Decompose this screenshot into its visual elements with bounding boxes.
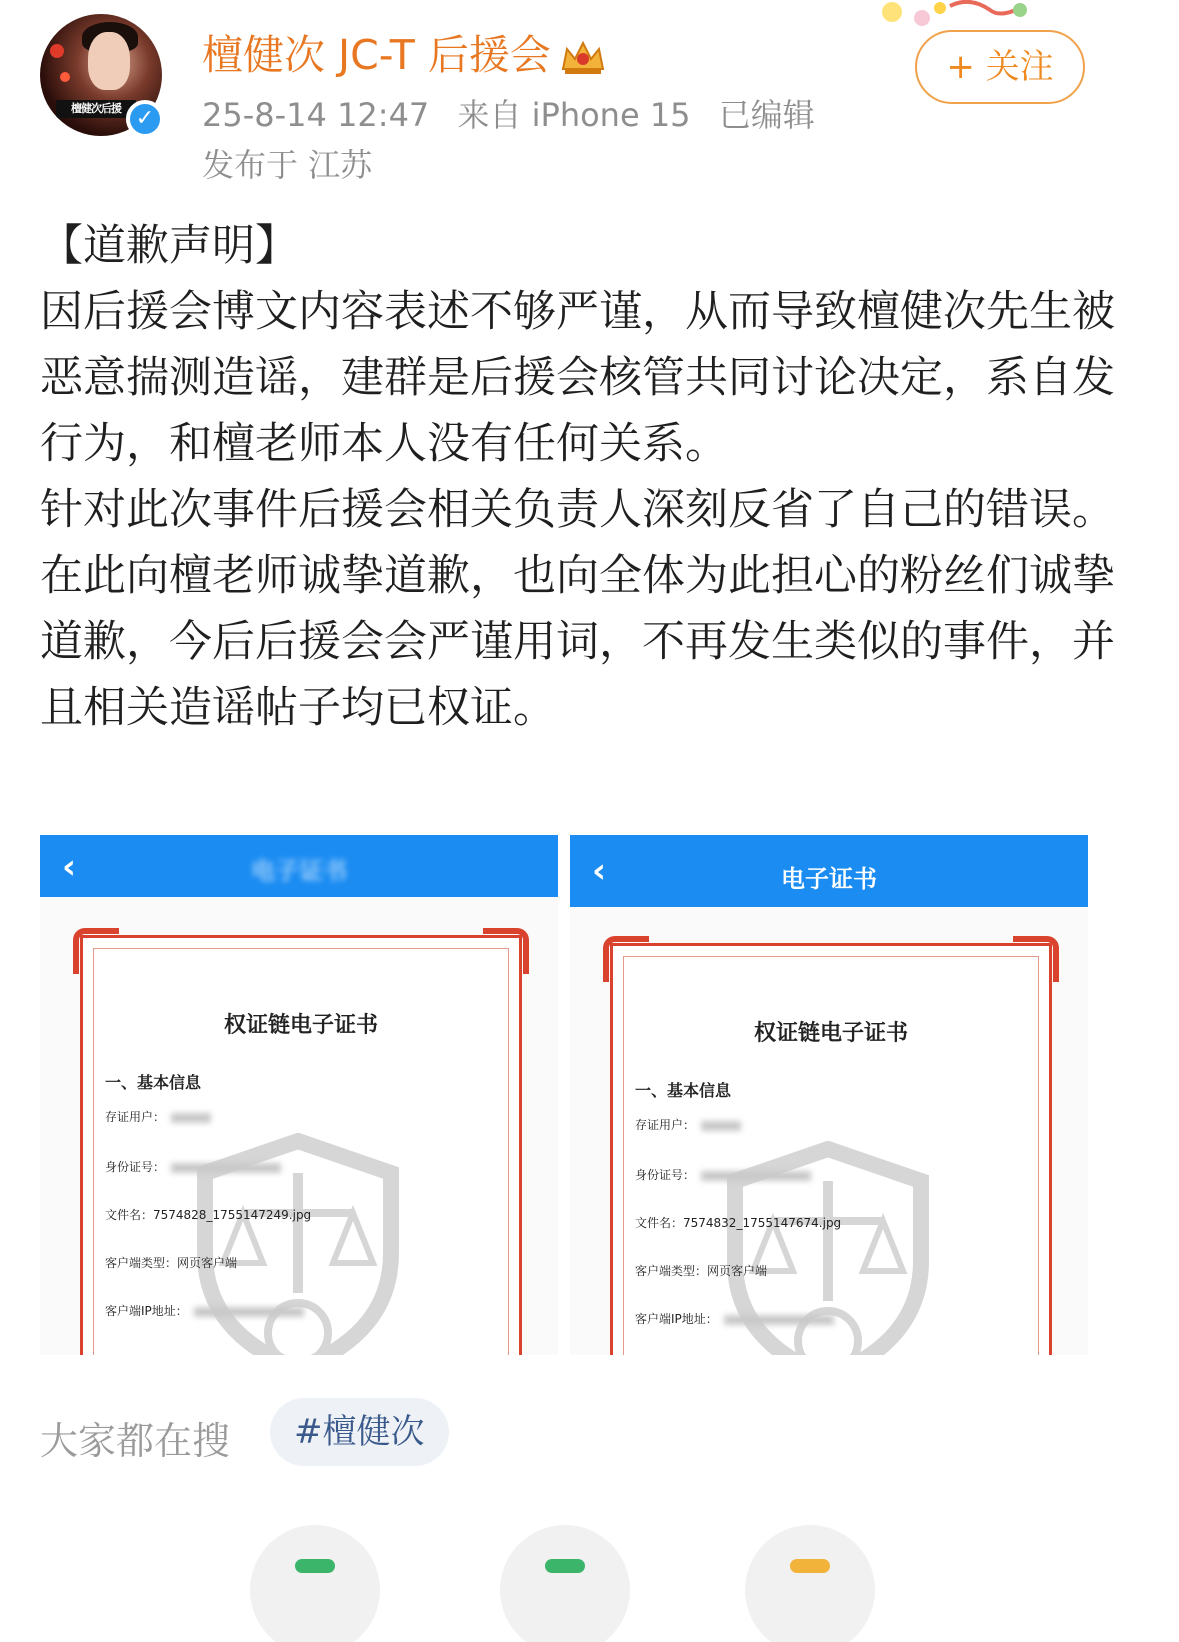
lantern-decoration (50, 44, 64, 58)
cert-row-filename: 文件名：7574828_1755147249.jpg (105, 1208, 312, 1222)
ornament-corner-icon (1013, 936, 1059, 982)
edited-flag: 已编辑 (718, 96, 815, 134)
trending-tag[interactable]: #檀健次 (270, 1398, 449, 1466)
redacted-value (171, 1113, 211, 1123)
cert-row-user (105, 1108, 211, 1125)
cert-row-client-type: 客户端类型：网页客户端 (105, 1256, 238, 1270)
share-button[interactable] (250, 1525, 380, 1642)
app-top-bar (570, 835, 1088, 907)
post-image-right[interactable] (570, 835, 1088, 1355)
certificate-title: 权证链电子证书 (223, 1013, 378, 1038)
post-paragraph: 因后援会博文内容表述不够严谨，从而导致檀健次先生被恶意揣测造谣，建群是后援会核管共同讨论决定，系自发行为，和檀老师本人没有任何关系。 (40, 287, 1115, 469)
post-meta (202, 90, 815, 136)
comment-button[interactable] (500, 1525, 630, 1642)
post-image-left[interactable] (40, 835, 558, 1355)
username-text[interactable]: 檀健次 JC-T 后援会 (202, 31, 551, 79)
certificate-section: 一、基本信息 (105, 1073, 202, 1092)
trending-search-label: 大家都在搜 (40, 1419, 231, 1463)
cert-row-label: 客户端IP地址： (105, 1304, 188, 1318)
avatar-caption: 檀健次后援 (56, 100, 136, 118)
post-paragraph: 针对此次事件后援会相关负责人深刻反省了自己的错误。 (40, 485, 1115, 535)
back-chevron-icon: ‹ (592, 851, 607, 891)
redacted-value (724, 1315, 834, 1325)
cert-row-label: 客户端IP地址： (635, 1312, 718, 1326)
cert-row-label: 身份证号： (635, 1168, 696, 1182)
cert-row-id (105, 1158, 281, 1175)
cert-row-label: 身份证号： (105, 1160, 166, 1174)
top-bar-title: 电子证书 (251, 857, 347, 885)
comment-icon (545, 1559, 585, 1573)
cert-row-user (635, 1116, 741, 1133)
avatar-face (88, 32, 130, 90)
cert-row-filename: 文件名：7574832_1755147674.jpg (635, 1216, 842, 1230)
follow-button[interactable]: + 关注 (915, 30, 1085, 104)
cert-row-client-type: 客户端类型：网页客户端 (635, 1264, 768, 1278)
cert-row-ip (635, 1310, 834, 1327)
post-title: 【道歉声明】 (40, 221, 298, 271)
certificate-section: 一、基本信息 (635, 1081, 732, 1100)
cert-row-label: 存证用户： (105, 1110, 166, 1124)
redacted-value (171, 1163, 281, 1173)
crown-badge-icon (559, 39, 607, 77)
certificate (610, 943, 1052, 1355)
certificate (80, 935, 522, 1355)
post-paragraph: 在此向檀老师诚挚道歉，也向全体为此担心的粉丝们诚挚道歉，今后后援会会严谨用词，不再发生类似的事件，并且相关造谣帖子均已权证。 (40, 551, 1115, 733)
ornament-corner-icon (483, 928, 529, 974)
like-icon (790, 1559, 830, 1573)
certificate-title: 权证链电子证书 (753, 1021, 908, 1046)
post-location: 发布于 江苏 (202, 146, 373, 184)
app-top-bar (40, 835, 558, 897)
back-chevron-icon: ‹ (62, 847, 77, 887)
redacted-value (701, 1171, 811, 1181)
username[interactable] (202, 22, 607, 81)
ornament-corner-icon (603, 936, 649, 982)
share-icon (295, 1559, 335, 1573)
like-button[interactable] (745, 1525, 875, 1642)
top-bar-title: 电子证书 (781, 865, 877, 893)
cert-row-label: 存证用户： (635, 1118, 696, 1132)
post-body (40, 213, 1150, 741)
cert-row-ip (105, 1302, 304, 1319)
timestamp: 25-8-14 12:47 (202, 96, 430, 134)
redacted-value (194, 1307, 304, 1317)
ornament-corner-icon (73, 928, 119, 974)
lantern-decoration (60, 72, 70, 82)
redacted-value (701, 1121, 741, 1131)
device-source: 来自 iPhone 15 (457, 96, 691, 134)
verified-badge-icon: ✓ (126, 100, 164, 138)
cert-row-id (635, 1166, 811, 1183)
